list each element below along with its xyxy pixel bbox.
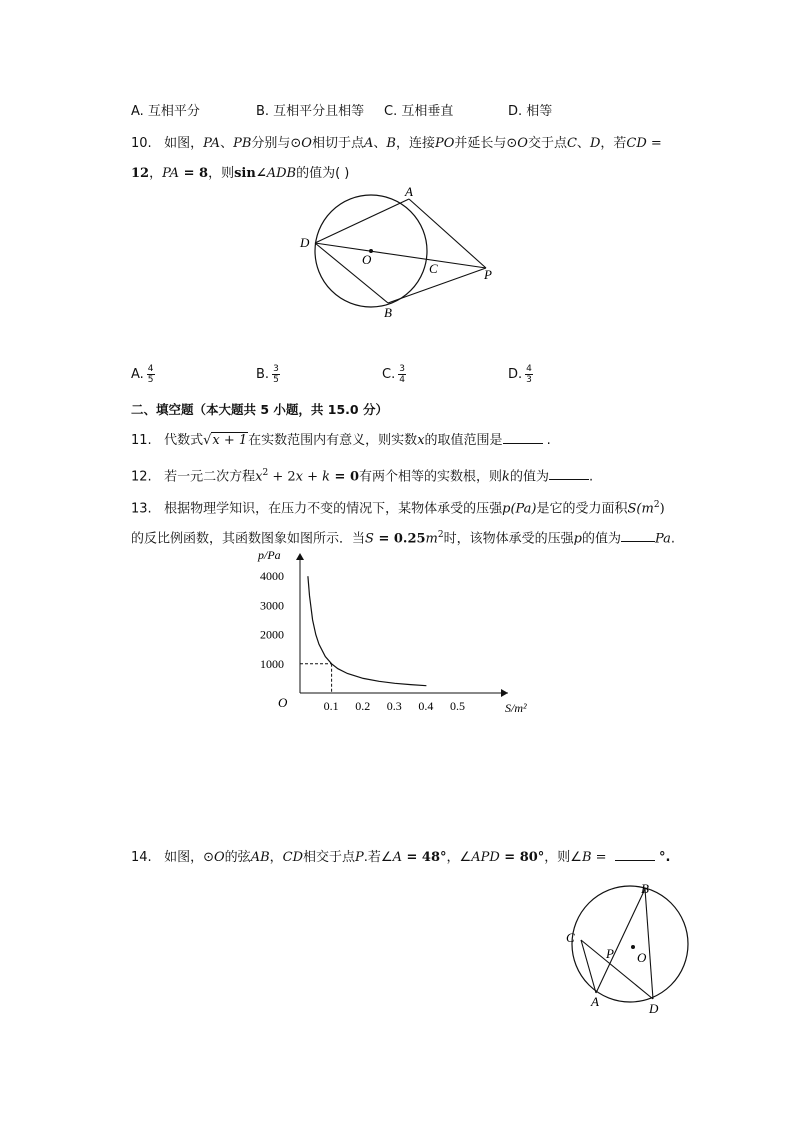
fraction [272,364,280,385]
q9-option-b: B. 互相平分且相等 [256,104,365,119]
text: 的值为 [509,469,549,485]
text: 时，该物体承受的压强 [443,531,574,547]
text: 代数式 [164,433,204,448]
text: . [542,433,551,448]
option-letter: B. [256,367,270,382]
x-tick-label: 0.4 [418,699,434,713]
denominator: 5 [273,375,279,385]
y-tick-label: 3000 [260,598,284,613]
math: k [322,469,331,485]
answer-blank[interactable] [621,529,655,542]
math: P [355,850,364,865]
segment-bd [645,889,653,999]
math: PB [233,136,252,151]
math: + 2 [268,469,296,485]
numerator: 4 [526,364,532,374]
q10-option-c [382,364,406,385]
x-tick-label: 0.3 [386,699,402,713]
text: ，∠ [446,850,472,865]
text: 、 [576,136,590,151]
text: .若∠ [363,850,393,865]
text: ， [149,166,163,181]
fraction [525,364,533,385]
math: 2 [262,468,269,478]
y-tick-labels [260,569,284,671]
text: 相交于点 [303,850,356,865]
question-number: 13. [131,501,152,517]
math: Pa [654,531,671,547]
fraction [398,364,406,385]
dashed-guides [300,664,332,693]
math: = 8 [179,166,209,181]
text: ，若 [600,136,627,151]
denominator: 5 [147,375,154,385]
q13-line1 [131,496,665,518]
text: ，连接 [395,136,435,151]
text: 的弦 [224,850,251,865]
text: °. [658,850,671,865]
x-tick-labels [324,699,465,713]
math: O [301,136,312,151]
q14 [131,848,670,867]
math: S [365,531,374,547]
text: 并延长与⊙ [454,136,518,151]
x-tick-label: 0.5 [450,699,465,713]
option-letter: A. [131,367,144,382]
math: m [425,531,438,547]
option-letter: C. [382,367,396,382]
math: O [214,850,225,865]
x-tick-label: 0.1 [323,699,339,713]
q9-option-c: C. 互相垂直 [384,104,454,119]
q9-option-d: D. 相等 [508,104,553,119]
text: 有两个相等的实数根，则 [359,469,503,485]
text: 是它的受力面积 [536,501,628,517]
q14-figure [560,878,700,1023]
numerator: 3 [399,364,405,374]
inverse-curve [308,576,427,686]
math: ADB [266,166,297,181]
math: = 0.25 [373,531,426,547]
math: x [295,469,303,485]
numerator: 4 [147,364,154,374]
segment-da [315,199,409,243]
text: 在实数范围内有意义，则实数 [248,433,418,448]
math: (Pa) [510,501,537,517]
text: 如图，⊙ [164,850,214,865]
question-number: 14. [131,850,152,865]
answer-blank[interactable] [549,467,589,480]
q10-option-b [256,364,280,385]
x-tick-label: 0.2 [355,699,371,713]
math: AB [250,850,270,865]
math: 12 [131,166,150,181]
y-axis-arrow [296,553,304,560]
math: ) [659,501,665,517]
math: CD [282,850,304,865]
q10-option-a [131,364,155,385]
math: x + 1 [212,433,248,448]
text: 的取值范围是 [424,433,503,448]
label-p: P [606,946,614,961]
math: sin∠ [234,166,267,181]
math: (m [636,501,654,517]
radicand [211,432,248,448]
label-a: A [591,994,599,1009]
math: 2 [653,500,660,510]
text: 根据物理学知识，在压力不变的情况下，某物体承受的压强 [164,501,503,517]
math: x [417,433,425,448]
label-d: D [649,1001,659,1016]
tangent-pa [409,199,486,268]
center-dot [631,945,635,949]
math: APD [471,850,500,865]
y-tick-label: 4000 [260,569,284,584]
math: 2 [437,530,444,540]
question-number: 12. [131,469,152,485]
denominator: 3 [526,375,532,385]
label-a: A [405,185,413,199]
math: C [566,136,577,151]
q12 [131,464,593,486]
text: 的值为 [581,531,621,547]
text: 的值为( ) [296,166,350,181]
x-axis-label: S/m² [505,701,527,715]
text: 若一元二次方程 [164,469,256,485]
math: A [363,136,374,151]
text: ，则∠ [544,850,582,865]
q11 [131,431,551,450]
text: 如图， [164,136,204,151]
label-c: C [429,261,438,276]
text: . [588,469,594,485]
label-p: P [484,267,492,282]
math: D [589,136,601,151]
answer-blank[interactable] [503,431,543,444]
math: CD [626,136,647,151]
label-b: B [384,305,392,320]
math: O [517,136,528,151]
fraction [147,364,155,385]
math: p [573,531,582,547]
math: + [302,469,323,485]
x-axis-arrow [501,689,508,697]
text: ，则 [208,166,235,181]
q10-option-d [508,364,533,385]
math: B [581,850,592,865]
denominator: 4 [399,375,405,385]
math: = 48° [401,850,447,865]
pressure-area-chart [250,545,550,725]
q10-figure [290,185,510,325]
text: . [670,531,676,547]
math: = [591,850,611,865]
answer-blank[interactable] [615,848,655,861]
text: ， [269,850,283,865]
numerator: 3 [273,364,279,374]
y-axis-label: p/Pa [258,548,281,562]
text: 分别与⊙ [251,136,302,151]
label-d: D [300,235,310,250]
text: 、 [220,136,234,151]
option-letter: D. [508,367,523,382]
text: 的反比例函数，其函数图象如图所示．当 [131,531,366,547]
q9-option-a: A. 互相平分 [131,104,200,119]
section-heading: 二、填空题（本大题共 5 小题，共 15.0 分） [131,402,388,417]
math: = 0 [330,469,360,485]
label-o: O [362,252,372,267]
math: A [392,850,402,865]
math: p [502,501,511,517]
y-tick-label: 1000 [260,656,284,671]
question-number: 11. [131,433,152,448]
math: S [627,501,637,517]
chord-ab [596,889,645,993]
math: B [386,136,396,151]
text: 交于点 [527,136,567,151]
q10-line2 [131,165,349,183]
math: k [502,469,510,485]
math: x [255,469,263,485]
text: 、 [373,136,387,151]
y-tick-label: 2000 [260,627,284,642]
math: = [646,136,662,151]
math: PA [203,136,221,151]
math: PO [434,136,455,151]
label-o: O [637,950,647,965]
sqrt-sign: √ [203,433,212,448]
circle-o [572,886,688,1002]
label-b: B [641,881,649,896]
q10-line1 [131,135,662,153]
math: PA [162,166,180,181]
text: 相切于点 [311,136,364,151]
label-c: C [566,930,575,945]
question-number: 10. [131,136,152,151]
origin-label: O [278,695,288,710]
math: = 80° [499,850,545,865]
